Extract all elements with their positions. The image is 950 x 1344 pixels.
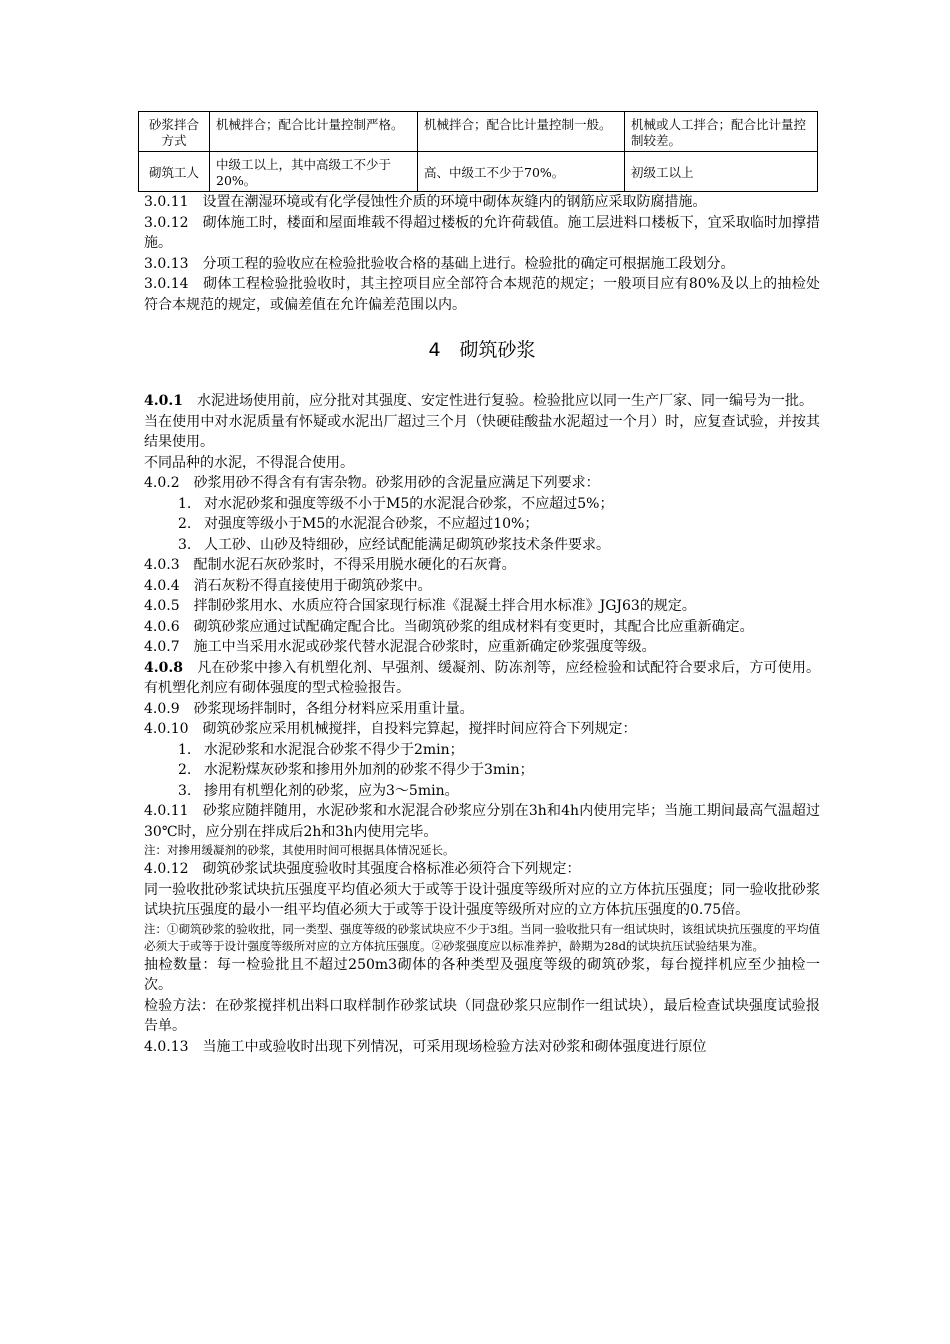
clause-4-0-5: 4.0.5 拌制砂浆用水、水质应符合国家现行标准《混凝土拌合用水标准》JGJ63的规定。 xyxy=(144,598,696,614)
clause-4-0-7: 4.0.7 施工中当采用水泥或砂浆代替水泥混合砂浆时，应重新确定砂浆强度等级。 xyxy=(144,639,656,655)
table-row-header: 砌筑工人 xyxy=(139,152,210,192)
clause-4-0-1 xyxy=(144,391,820,412)
chapter-title: 4 砌筑砂浆 xyxy=(428,339,536,361)
list-item-text: 水泥粉煤灰砂浆和掺用外加剂的砂浆不得少于3min； xyxy=(204,762,534,778)
table-cell: 高、中级工不少于70%。 xyxy=(418,152,625,192)
clause-4-0-11: 4.0.11 砂浆应随拌随用，水泥砂浆和水泥混合砂浆应分别在3h和4h内使用完毕；当施工期间最高气温超过30℃时，应分别在拌成后2h和3h内使用完毕。 xyxy=(144,803,820,840)
inspection-method: 检验方法：在砂浆搅拌机出料口取样制作砂浆试块（同盘砂浆只应制作一组试块），最后检查试块强度试验报告单。 xyxy=(144,997,820,1034)
clause-4-0-2: 4.0.2 砂浆用砂不得含有有害杂物。砂浆用砂的含泥量应满足下列要求： xyxy=(144,475,600,491)
clause-4-0-12: 4.0.12 砌筑砂浆试块强度验收时其强度合格标准必须符合下列规定： xyxy=(144,861,581,877)
list-item xyxy=(144,781,820,802)
list-item-number: 2. xyxy=(178,516,192,532)
clause-4-0-9: 4.0.9 砂浆现场拌制时，各组分材料应采用重计量。 xyxy=(144,700,474,717)
list-item-number: 2. xyxy=(178,762,192,778)
clause-4-0-12-paragraph: 同一验收批砂浆试块抗压强度平均值必须大于或等于设计强度等级所对应的立方体抗压强度；同一验收批砂浆试块抗压强度的最小一组平均值必须大于或等于设计强度等级所对应的立方体抗压强度的0.75倍。 xyxy=(144,881,820,918)
table-cell: 机械拌合；配合比计量控制一般。 xyxy=(418,112,625,152)
table-cell: 机械或人工拌合；配合比计量控制较差。 xyxy=(625,112,818,152)
table-cell: 中级工以上，其中高级工不少于20%。 xyxy=(210,152,418,192)
list-item xyxy=(144,535,820,556)
table-cell: 初级工以上 xyxy=(625,152,818,192)
clause-3-0-11: 3.0.11 设置在潮湿环境或有化学侵蚀性介质的环境中砌体灰缝内的钢筋应采取防腐措施。 xyxy=(144,194,707,210)
clause-4-0-13: 4.0.13 当施工中或验收时出现下列情况，可采用现场检验方法对砂浆和砌体强度进行原位 xyxy=(144,1038,707,1055)
clause-3-0-12: 3.0.12 砌体施工时，楼面和屋面堆载不得超过楼板的允许荷载值。施工层进料口楼板下，宜采取临时加撑措施。 xyxy=(144,214,820,251)
clause-4-0-10: 4.0.10 砌筑砂浆应采用机械搅拌，自投料完算起，搅拌时间应符合下列规定： xyxy=(144,721,637,737)
table-row xyxy=(139,152,818,192)
clause-4-0-8 xyxy=(144,658,820,699)
document-page xyxy=(144,111,820,1057)
list-item-text: 掺用有机塑化剂的砂浆，应为3～5min。 xyxy=(204,782,459,799)
list-item-number: 3. xyxy=(178,536,192,553)
list-item-number: 1. xyxy=(178,741,192,758)
clause-text: 凡在砂浆中掺入有机塑化剂、早强剂、缓凝剂、防冻剂等，应经检验和试配符合要求后，方可使用。有机塑化剂应有砌体强度的型式检验报告。 xyxy=(144,659,820,696)
clause-3-0-14: 3.0.14 砌体工程检验批验收时，其主控项目应全部符合本规范的规定；一般项目应有80%及以上的抽检处符合本规范的规定，或偏差值在允许偏差范围以内。 xyxy=(144,276,820,313)
clause-4-0-1-paragraph: 当在使用中对水泥质量有怀疑或水泥出厂超过三个月（快硬硅酸盐水泥超过一个月）时，应复查试验，并按其结果使用。 xyxy=(144,413,820,450)
list-item xyxy=(144,740,820,761)
list-item-text: 人工砂、山砂及特细砂，应经试配能满足砌筑砂浆技术条件要求。 xyxy=(204,536,610,553)
clause-4-0-6: 4.0.6 砌筑砂浆应通过试配确定配合比。当砌筑砂浆的组成材料有变更时，其配合比应重新确定。 xyxy=(144,618,754,635)
clause-4-0-3: 4.0.3 配制水泥石灰砂浆时，不得采用脱水硬化的石灰膏。 xyxy=(144,557,516,573)
clause-4-0-4: 4.0.4 消石灰粉不得直接使用于砌筑砂浆中。 xyxy=(144,577,432,594)
table-row-header: 砂浆拌合方式 xyxy=(139,112,210,152)
list-item-text: 对水泥砂浆和强度等级不小于M5的水泥混合砂浆，不应超过5%； xyxy=(204,495,614,512)
table-cell: 机械拌合；配合比计量控制严格。 xyxy=(210,112,418,152)
table-row xyxy=(139,112,818,152)
sampling-quantity: 抽检数量：每一检验批且不超过250m3砌体的各种类型及强度等级的砌筑砂浆，每台搅拌机应至少抽检一次。 xyxy=(144,956,820,993)
clause-number: 4.0.8 xyxy=(144,659,183,676)
clause-note: 注：对掺用缓凝剂的砂浆，其使用时间可根据具体情况延长。 xyxy=(144,843,455,857)
clause-number: 4.0.1 xyxy=(144,393,183,409)
list-item-text: 对强度等级小于M5的水泥混合砂浆，不应超过10%； xyxy=(204,516,539,532)
list-item-text: 水泥砂浆和水泥混合砂浆不得少于2min； xyxy=(204,741,464,758)
list-item-number: 3. xyxy=(178,782,192,799)
quality-grade-table xyxy=(138,111,818,192)
list-item xyxy=(144,514,820,535)
list-item-number: 1. xyxy=(178,495,192,512)
clause-note: 注：①砌筑砂浆的验收批，同一类型、强度等级的砂浆试块应不少于3组。当同一验收批只有一组试块时，该组试块抗压强度的平均值必须大于或等于设计强度等级所对应的立方体抗压强度。②砂浆强度应以标准养护，龄期为28d的试块抗压试验结果为准。 xyxy=(144,921,820,953)
clause-text: 水泥进场使用前，应分批对其强度、安定性进行复验。检验批应以同一生产厂家、同一编号为一批。 xyxy=(196,393,813,409)
list-item xyxy=(144,760,820,781)
list-item xyxy=(144,494,820,515)
clause-4-0-1-paragraph: 不同品种的水泥，不得混合使用。 xyxy=(144,454,354,471)
clause-3-0-13: 3.0.13 分项工程的验收应在检验批验收合格的基础上进行。检验批的确定可根据施工段划分。 xyxy=(144,255,735,272)
